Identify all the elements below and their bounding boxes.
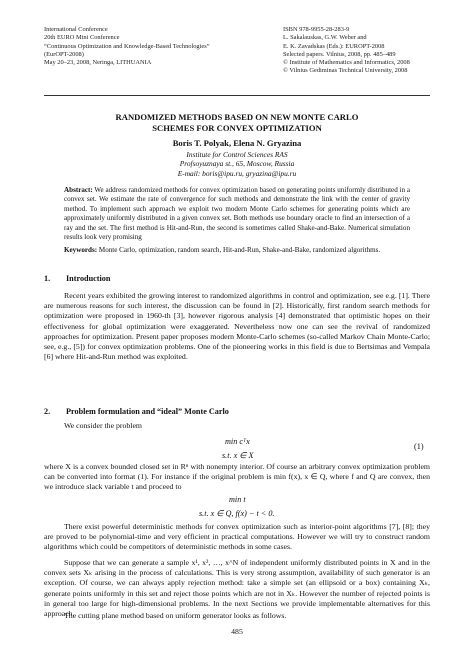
consider-text: We consider the problem xyxy=(64,421,142,430)
header-line: (EurOPT-2008) xyxy=(44,50,84,58)
header-line: “Continuous Optimization and Knowledge-Based Technologies” xyxy=(44,42,210,50)
section-heading-introduction xyxy=(44,274,110,283)
sampling-paragraph: Suppose that we can generate a sample x¹, x², …, x^N of independent uniformly distributed points in X and in the convex sets Xₖ arising in the process of calculations. This is very strong assumption, availability of such generator is an exception. Of course, we can always apply rejection method: take a simple set (an ellipsoid or a box) containing Xₖ, generate points uniformly in this set and reject those points which are not in Xₖ. However the number of rejected points is in general too large for high-dimensional problems. In the next Sections we provide implementable alternatives for this approach. xyxy=(44,558,430,619)
keywords-label: Keywords: xyxy=(64,246,98,254)
section-number: 2. xyxy=(44,407,51,416)
problem-paragraph: where X is a convex bounded closed set in Rⁿ with nonempty interior. Of course an arbitrary convex optimization problem can be converted into format (1). For instance if the original problem is min f(x), x ∈ Q, where f and Q are convex, then we introduce slack variable t and proceed to xyxy=(44,462,430,492)
title-line: RANDOMIZED METHODS BASED ON NEW MONTE CARLO xyxy=(115,112,359,122)
header-line: International Conference xyxy=(44,26,108,33)
keywords xyxy=(64,246,410,255)
header-line: 20th EURO Mini Conference xyxy=(44,34,120,42)
header-line: May 20–23, 2008, Neringa, LITHUANIA xyxy=(44,59,152,67)
header-line: © Institute of Mathematics and Informatics, 2008 xyxy=(283,59,410,67)
affiliation-line: Institute for Control Sciences RAS xyxy=(186,150,288,159)
cutting-plane-paragraph: The cutting plane method based on uniform generator looks as follows. xyxy=(64,611,287,620)
conference-header xyxy=(44,26,244,67)
header-line: E. K. Zavadskas (Eds.): EUROPT-2008 xyxy=(283,42,385,50)
abstract xyxy=(64,186,410,242)
paper-title xyxy=(44,112,430,134)
equation-2-constraint: s.t. x ∈ Q, f(x) − t < 0. xyxy=(199,509,275,518)
author-affiliation xyxy=(44,150,430,178)
section-title: Introduction xyxy=(66,274,111,283)
affiliation-email: E-mail: boris@ipu.ru, gryazina@ipu.ru xyxy=(177,168,297,178)
keywords-text: Monte Carlo, optimization, random search, Hit-and-Run, Shake-and-Bake, randomized algorithms. xyxy=(98,246,381,254)
header-line: ISBN 978-9955-28-283-9 xyxy=(283,26,350,33)
header-line: L. Sakalauskas, G.W. Weber and xyxy=(283,34,367,42)
section-number: 1. xyxy=(44,274,51,283)
equation-1-constraint: s.t. x ∈ X xyxy=(222,451,254,460)
title-line: SCHEMES FOR CONVEX OPTIMIZATION xyxy=(152,123,322,133)
paper-authors: Boris T. Polyak, Elena N. Gryazina xyxy=(172,138,302,148)
header-line: © Vilnius Gediminas Technical University, 2008 xyxy=(283,67,408,75)
header-line: Selected papers. Vilnius, 2008, pp. 485–489 xyxy=(283,50,396,58)
publication-header xyxy=(283,26,443,76)
section-heading-problem xyxy=(44,407,229,416)
deterministic-methods-paragraph: There exist powerful deterministic methods for convex optimization such as interior-point algorithms [7], [8]; they are proved to be polynomial-time and very efficient in practical computations. However we will try to construct random algorithms which could be competitors of deterministic methods in some cases. xyxy=(44,522,430,552)
equation-2-objective: min t xyxy=(229,495,246,504)
abstract-text: We address randomized methods for convex optimization based on generating points uniformly distributed in a convex set. We estimate the rate of convergence for such methods and demonstrate the link with the center of gravity method. To implement such approach we exploit two modern Monte Carlo schemes for generating points which are approximately uniformly distributed in a given convex set. Both methods use boundary oracle to find an intersection of a ray and the set. The first method is Hit-and-Run, the second is sometimes called Shake-and-Bake. Numerical simulation results look very promising xyxy=(64,186,410,242)
header-divider xyxy=(44,95,430,96)
intro-paragraph: Recent years exhibited the growing interest to randomized algorithms in control and optimization, see e.g. [1]. There are numerous reasons for such interest, the discussion can be found in [2]. Historically, first random search methods for optimization were proposed in 1960-th [3], however rigorous analysis [4] demonstrated that optimistic hopes on their effectiveness for global optimization were exaggerated. Nevertheless now one can see the revival of randomized approaches for optimization. Present paper proposes modern Monte-Carlo schemes (so-called Markov Chain Monte-Carlo; see, e.g., [5]) for convex optimization problems. One of the pioneering works in this field is due to Bertsimas and Vempala [6] where Hit-and-Run method was exploited. xyxy=(44,291,430,362)
equation-1-objective: min cᵀx xyxy=(225,437,250,446)
page-number: 485 xyxy=(231,627,243,636)
section-title: Problem formulation and “ideal” Monte Carlo xyxy=(66,407,229,416)
abstract-label: Abstract: xyxy=(64,186,93,194)
affiliation-line: Profsoyuznaya st., 65, Moscow, Russia xyxy=(179,159,295,169)
equation-1-number: (1) xyxy=(414,442,424,451)
